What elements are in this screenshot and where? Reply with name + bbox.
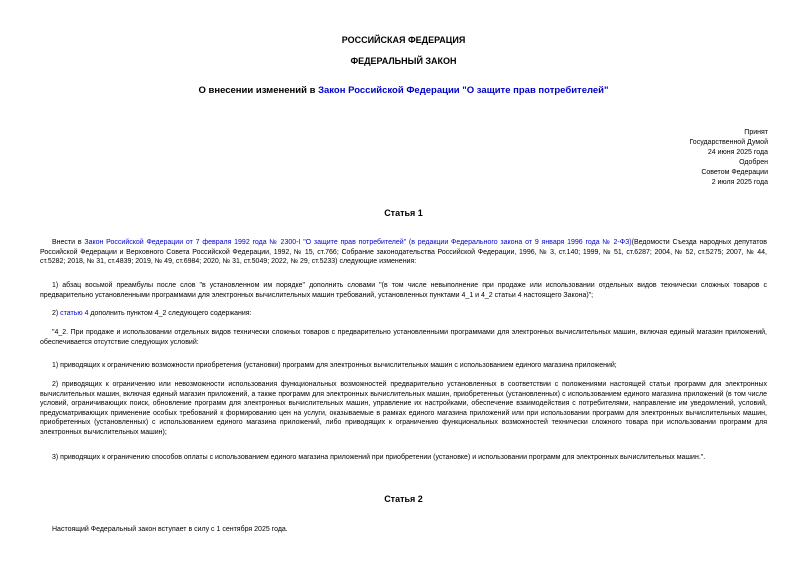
article-1-heading: Статья 1 [384, 208, 423, 218]
adopted-date: 24 июня 2025 года [707, 149, 768, 156]
intro-sources: (Ведомости Съезда народных депутатов Российской Федерации и Верховного Совета Российской Федерации, 1992, № 15, ст.766; Собрание законодательства Российской Федерации, 1996, № 3, ст.140; 1999, № 51, ст.6287; 2004, № 52, ст.5275; 2007, № 44, ст.5282; 2018, № 31, ст.4839; 2019, № 49, ст.6984; 2020, № 31, ст.5049; 2022, № 29, ст.5233) следующие изменения: [40, 239, 767, 266]
article-4-link[interactable]: статью 4 [60, 310, 89, 317]
approved-date: 2 июля 2025 года [711, 179, 768, 186]
approved-by: Советом Федерации [701, 169, 768, 176]
article-2-text: Настоящий Федеральный закон вступает в силу с 1 сентября 2025 года. [52, 526, 288, 533]
item-2-prefix: 2) [52, 310, 61, 317]
article-2-heading: Статья 2 [384, 494, 423, 504]
clause-sub-item-1: 1) приводящих к ограничению возможности приобретения (установки) программ для электронных вычислительных машин с использованием единого магазина приложений; [52, 362, 617, 369]
adopted-label: Принят [744, 129, 768, 136]
law-reference-link[interactable]: Закон Российской Федерации от 7 февраля 1992 года № 2300-I "О защите прав потребителей" (в редакции Федерального закона от 9 января 1996 года № 2-ФЗ) [84, 239, 632, 246]
article-1-item-2 [40, 309, 767, 319]
article-1-item-1: 1) абзац восьмой преамбулы после слов "в установленном им порядке" дополнить словами "(в том числе невыполнение при продаже или использовании отдельных видов технически сложных товаров с предварительно установленными программами для электронных вычислительных машин требований, установленных пунктами 4_1 и 4_2 статьи 4 настоящего Закона)"; [40, 282, 767, 299]
law-type-heading: ФЕДЕРАЛЬНЫЙ ЗАКОН [350, 56, 457, 66]
title-law-link[interactable]: Закон Российской Федерации "О защите прав потребителей" [318, 85, 609, 96]
quoted-clause-4-2: "4_2. При продаже и использовании отдельных видов технически сложных товаров с предварительно установленными программами для электронных вычислительных машин, включая единый магазин приложений, обеспечивается отсутствие следующих условий: [40, 329, 767, 346]
intro-prefix: Внести в [52, 239, 85, 246]
adoption-block [689, 128, 768, 188]
title-prefix: О внесении изменений в [198, 85, 319, 96]
item-2-suffix: дополнить пунктом 4_2 следующего содержания: [88, 310, 252, 317]
clause-sub-item-2: 2) приводящих к ограничению или невозможности использования функциональных возможностей предварительно установленных в соответствии с положениями настоящей статьи программ для электронных вычислительных машин, включая единый магазин приложений, а также программ для электронных вычислительных машин, приобретенных (установленных) с использованием единого магазина приложений (в том числе условий, ограничивающих поиск, обновление программ для электронных вычислительных машин, управление их настройками, обеспечение взаимодействия с потребителями, направление им уведомлений, условий, предусматривающих применение особых требований к формированию цен на услуги, оказываемые в рамках единого магазина приложений или при использовании программ для электронных вычислительных машин, приобретенных (установленных) с использованием единого магазина приложений, либо приводящих к ограничению функциональных возможностей технически сложного товара при использовании программ для электронных вычислительных машин); [40, 381, 767, 436]
approved-label: Одобрен [739, 159, 768, 166]
adopted-by: Государственной Думой [689, 139, 768, 146]
document-title [0, 86, 807, 96]
federation-heading: РОССИЙСКАЯ ФЕДЕРАЦИЯ [341, 35, 466, 45]
article-1-intro [40, 238, 767, 267]
clause-sub-item-3: 3) приводящих к ограничению способов оплаты с использованием единого магазина приложений при приобретении (установке) и использовании программ для электронных вычислительных машин.". [52, 454, 706, 461]
